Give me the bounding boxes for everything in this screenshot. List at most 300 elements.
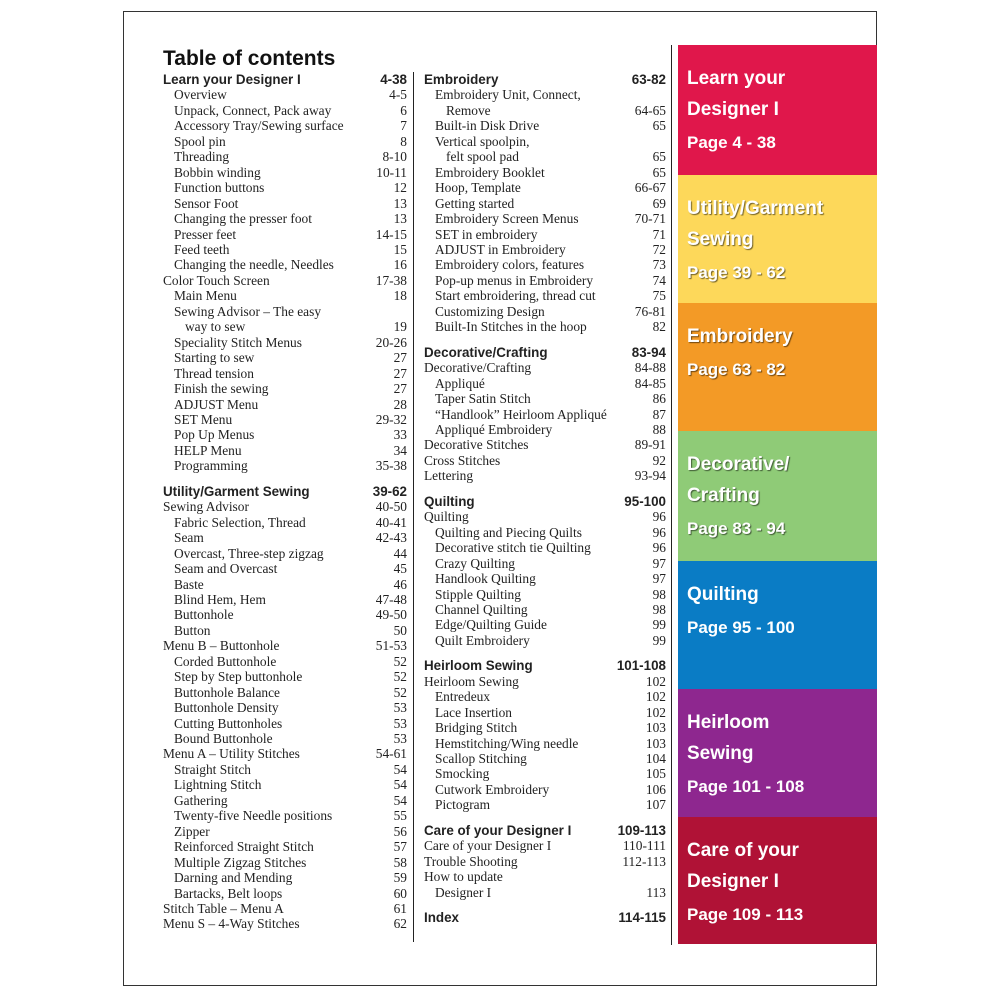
section-tabs [678, 45, 877, 944]
toc-entry [424, 376, 666, 391]
toc-entry [163, 335, 407, 350]
section-tab-pages: Page 4 - 38 [687, 133, 776, 152]
toc-entry-text: Decorative/Crafting [424, 344, 548, 360]
toc-entry-text: Vertical spoolpin, [435, 133, 530, 149]
toc-entry-text: Appliqué [435, 375, 485, 391]
toc-entry-text: Step by Step buttonhole [174, 669, 303, 685]
toc-entry-text: Built-in Disk Drive [435, 118, 540, 134]
toc-entry-text: Embroidery [424, 72, 499, 87]
toc-entry [163, 515, 407, 530]
section-tab-title: Heirloom [687, 712, 770, 733]
toc-entry-text: Fabric Selection, Thread [174, 514, 306, 530]
toc-page-number: 98 [652, 601, 666, 617]
toc-entry [424, 617, 666, 632]
toc-entry [163, 654, 407, 669]
toc-page-number: 107 [645, 797, 666, 813]
toc-page-number: 6 [400, 102, 407, 118]
toc-entry-text: Care of your Designer I [424, 822, 572, 838]
toc-entry-text: Handlook Quilting [435, 571, 536, 587]
toc-entry [424, 705, 666, 720]
toc-page-number: 44 [393, 545, 407, 561]
toc-page-number: 54 [393, 761, 407, 777]
toc-page-number: 103 [645, 735, 666, 751]
toc-entry [424, 720, 666, 735]
section-tab-title: Crafting [687, 485, 760, 506]
toc-page-number: 75 [652, 288, 666, 304]
toc-entry-text: Twenty-five Needle positions [174, 808, 333, 824]
toc-entry-text: Darning and Mending [174, 870, 293, 886]
toc-page-number: 14-15 [375, 226, 407, 242]
toc-page-number: 73 [652, 257, 666, 273]
toc-page-number: 110-111 [622, 838, 666, 854]
toc-entry [163, 443, 407, 458]
toc-page-number: 98 [652, 586, 666, 602]
toc-page-number: 52 [393, 653, 407, 669]
toc-entry-text: Changing the needle, Needles [174, 257, 334, 273]
toc-entry-text: Decorative/Crafting [424, 360, 532, 376]
toc-page-number: 53 [393, 715, 407, 731]
toc-entry [163, 242, 407, 257]
toc-page-number: 95-100 [624, 493, 666, 509]
toc-entry [163, 227, 407, 242]
toc-entry [163, 180, 407, 195]
toc-page-number: 69 [652, 195, 666, 211]
toc-entry-text: Lace Insertion [435, 704, 512, 720]
toc-entry-text: Remove [446, 102, 491, 118]
toc-page-number: 97 [652, 571, 666, 587]
toc-entry-text: Quilting [424, 509, 469, 525]
toc-entry-text: Pictogram [435, 797, 491, 813]
toc-page-number: 13 [393, 195, 407, 211]
toc-entry-text: Zipper [174, 823, 210, 839]
toc-entry [163, 412, 407, 427]
toc-entry-text: “Handlook” Heirloom Appliqué [435, 406, 607, 422]
toc-page-number: 76-81 [634, 303, 666, 319]
toc-entry [163, 288, 407, 303]
toc-page-number: 8-10 [382, 149, 407, 165]
toc-entry-text: Embroidery Unit, Connect, [435, 87, 581, 103]
toc-page-number: 19 [393, 319, 407, 335]
section-tab-title: Learn your [687, 68, 786, 89]
toc-entry-text: Appliqué Embroidery [435, 421, 553, 437]
toc-page-number: 12 [393, 180, 407, 196]
toc-page-number: 10-11 [376, 164, 407, 180]
toc-entry-text: Care of your Designer I [424, 838, 552, 854]
toc-entry [163, 777, 407, 792]
toc-entry-text: Color Touch Screen [163, 272, 270, 288]
toc-page-number: 60 [393, 885, 407, 901]
toc-entry-text: Buttonhole Balance [174, 684, 280, 700]
section-tab-pages: Page 109 - 113 [687, 905, 804, 924]
toc-entry [424, 869, 666, 884]
toc-page-number: 96 [652, 509, 666, 525]
toc-entry [163, 350, 407, 365]
section-tab-title: Decorative/ [687, 454, 790, 475]
toc-column-left [163, 72, 407, 932]
toc-page-number: 39-62 [372, 483, 407, 499]
toc-section-heading [424, 823, 666, 838]
toc-page-number: 17-38 [375, 272, 407, 288]
toc-entry-text: Reinforced Straight Stitch [174, 839, 314, 855]
toc-entry [163, 855, 407, 870]
toc-entry [163, 319, 407, 334]
toc-entry [424, 766, 666, 781]
toc-entry-text: Menu S – 4-Way Stitches [163, 916, 300, 932]
section-tab [678, 175, 877, 303]
toc-entry-text: Blind Hem, Hem [174, 591, 266, 607]
toc-entry [163, 257, 407, 272]
toc-entry [163, 149, 407, 164]
toc-entry-text: ADJUST Menu [174, 396, 259, 412]
toc-entry [163, 638, 407, 653]
toc-page-number: 96 [652, 524, 666, 540]
toc-entry-text: SET Menu [174, 411, 233, 427]
toc-entry-text: Thread tension [174, 365, 254, 381]
toc-entry [163, 592, 407, 607]
toc-page-number: 42-43 [375, 530, 407, 546]
toc-entry-text: Bartacks, Belt loops [174, 885, 283, 901]
toc-page-number: 96 [652, 540, 666, 556]
toc-entry-text: Bound Buttonhole [174, 731, 273, 747]
toc-entry-text: Sensor Foot [174, 195, 239, 211]
toc-page-number: 27 [393, 365, 407, 381]
toc-page-number: 18 [393, 288, 407, 304]
toc-entry [424, 118, 666, 133]
toc-page-number: 99 [652, 632, 666, 648]
toc-section-heading [424, 345, 666, 360]
toc-page-number: 53 [393, 700, 407, 716]
toc-entry [424, 525, 666, 540]
toc-entry-text: Entredeux [435, 689, 491, 705]
toc-entry [424, 751, 666, 766]
toc-page-number: 101-108 [616, 658, 666, 674]
toc-page-number: 89-91 [634, 437, 666, 453]
toc-entry [163, 623, 407, 638]
toc-section-heading [424, 910, 666, 925]
toc-page-number: 16 [393, 257, 407, 273]
toc-entry-text: Menu A – Utility Stitches [163, 746, 300, 762]
toc-entry [163, 870, 407, 885]
toc-entry-text: Designer I [435, 884, 492, 900]
toc-page-number: 70-71 [634, 211, 666, 227]
toc-entry [424, 273, 666, 288]
toc-page-number: 46 [393, 576, 407, 592]
toc-entry-text: way to sew [185, 319, 246, 335]
toc-entry-text: Starting to sew [174, 350, 255, 366]
toc-page-number: 61 [393, 901, 407, 917]
toc-entry-text: Seam and Overcast [174, 561, 278, 577]
toc-entry [424, 633, 666, 648]
toc-entry-text: Finish the sewing [174, 381, 269, 397]
toc-entry-text: Presser feet [174, 226, 237, 242]
toc-entry-text: Smocking [435, 766, 490, 782]
toc-entry-text: Edge/Quilting Guide [435, 617, 547, 633]
toc-entry [163, 762, 407, 777]
toc-entry-text: Sewing Advisor [163, 499, 249, 515]
toc-entry-text: Channel Quilting [435, 601, 528, 617]
toc-entry [163, 103, 407, 118]
toc-page-number: 7 [400, 118, 407, 134]
toc-entry [424, 885, 666, 900]
toc-entry-text: Buttonhole [174, 607, 234, 623]
toc-entry [424, 180, 666, 195]
toc-entry-text: Heirloom Sewing [424, 658, 533, 674]
toc-entry [424, 509, 666, 524]
toc-entry-text: Cutwork Embroidery [435, 781, 550, 797]
toc-page-number: 114-115 [618, 910, 666, 926]
toc-entry-text: Trouble Shooting [424, 853, 518, 869]
toc-entry-text: Heirloom Sewing [424, 673, 519, 689]
section-tab [678, 45, 877, 175]
toc-entry-text: Quilting and Piecing Quilts [435, 524, 582, 540]
toc-entry [163, 381, 407, 396]
section-tab [678, 561, 877, 689]
toc-entry [424, 242, 666, 257]
toc-entry-text: HELP Menu [174, 442, 242, 458]
toc-entry [424, 453, 666, 468]
toc-entry-text: Overcast, Three-step zigzag [174, 545, 324, 561]
toc-entry [424, 674, 666, 689]
toc-page-number: 13 [393, 211, 407, 227]
toc-entry [163, 561, 407, 576]
toc-page-number: 28 [393, 396, 407, 412]
toc-entry [163, 366, 407, 381]
toc-entry [163, 427, 407, 442]
section-tab [678, 689, 877, 817]
toc-page-number: 62 [393, 916, 407, 932]
toc-entry-text: Sewing Advisor – The easy [174, 303, 322, 319]
toc-page-number: 45 [393, 561, 407, 577]
section-tab [678, 817, 877, 944]
toc-page-number: 66-67 [634, 180, 666, 196]
toc-entry [163, 916, 407, 931]
toc-page-number: 20-26 [375, 334, 407, 350]
toc-entry [424, 196, 666, 211]
toc-entry [424, 422, 666, 437]
toc-page-number: 53 [393, 731, 407, 747]
toc-entry-text: Hemstitching/Wing needle [435, 735, 579, 751]
toc-entry-text: Embroidery Screen Menus [435, 211, 579, 227]
toc-page-number: 88 [652, 421, 666, 437]
toc-entry-text: ADJUST in Embroidery [435, 241, 566, 257]
toc-entry [424, 87, 666, 102]
toc-page-number: 40-41 [375, 514, 407, 530]
toc-page-number: 52 [393, 684, 407, 700]
toc-entry [424, 736, 666, 751]
section-tab-title: Embroidery [687, 326, 793, 347]
toc-entry-text: Bridging Stitch [435, 720, 518, 736]
toc-entry-text: Built-In Stitches in the hoop [435, 319, 587, 335]
toc-entry-text: Start embroidering, thread cut [435, 288, 596, 304]
toc-entry-text: Feed teeth [174, 241, 230, 257]
toc-entry [424, 587, 666, 602]
toc-entry-text: Quilt Embroidery [435, 632, 530, 648]
toc-entry [424, 437, 666, 452]
toc-entry-text: Index [424, 910, 459, 926]
toc-page-number: 56 [393, 823, 407, 839]
toc-section-heading [424, 658, 666, 673]
toc-page-number: 59 [393, 870, 407, 886]
toc-entry-text: Main Menu [174, 288, 237, 304]
toc-page-number: 8 [400, 133, 407, 149]
toc-page-number: 99 [652, 617, 666, 633]
toc-entry [424, 571, 666, 586]
toc-entry-text: Unpack, Connect, Pack away [174, 102, 332, 118]
toc-page-number: 54-61 [375, 746, 407, 762]
section-tab-pages: Page 83 - 94 [687, 519, 786, 538]
toc-entry-text: Straight Stitch [174, 761, 251, 777]
toc-page-number: 54 [393, 777, 407, 793]
toc-entry [163, 669, 407, 684]
toc-entry [163, 458, 407, 473]
toc-page-number: 51-53 [375, 638, 407, 654]
toc-page-number: 58 [393, 854, 407, 870]
toc-entry-text: Seam [174, 530, 204, 546]
toc-entry-text: Stitch Table – Menu A [163, 901, 284, 917]
toc-entry [163, 211, 407, 226]
toc-page-number: 55 [393, 808, 407, 824]
toc-entry-text: Corded Buttonhole [174, 653, 277, 669]
toc-entry-text: Cutting Buttonholes [174, 715, 283, 731]
toc-page-number: 72 [652, 241, 666, 257]
section-tab-pages: Page 39 - 62 [687, 263, 786, 282]
toc-entry [163, 746, 407, 761]
toc-entry [424, 797, 666, 812]
toc-page-number: 106 [645, 781, 666, 797]
toc-entry [424, 227, 666, 242]
toc-page-number: 64-65 [634, 102, 666, 118]
toc-page-number: 93-94 [634, 468, 666, 484]
toc-entry [424, 103, 666, 118]
section-tab-title: Sewing [687, 743, 754, 764]
toc-entry [163, 118, 407, 133]
toc-page-number: 84-88 [634, 360, 666, 376]
toc-section-heading [163, 72, 407, 87]
toc-entry [163, 165, 407, 180]
toc-entry-text: Getting started [435, 195, 515, 211]
toc-entry-text: Pop Up Menus [174, 427, 255, 443]
section-tab-pages: Page 95 - 100 [687, 618, 795, 637]
toc-entry-text: Function buttons [174, 180, 265, 196]
toc-entry-text: Taper Satin Stitch [435, 391, 531, 407]
toc-entry-text: How to update [424, 869, 503, 885]
toc-entry-text: Menu B – Buttonhole [163, 638, 280, 654]
toc-page-number: 15 [393, 241, 407, 257]
page-title: Table of contents [163, 47, 336, 70]
toc-entry-text: Changing the presser foot [174, 211, 312, 227]
toc-page-number: 74 [652, 272, 666, 288]
toc-entry [163, 824, 407, 839]
toc-page-number: 52 [393, 669, 407, 685]
toc-entry [163, 499, 407, 514]
column-divider [413, 72, 414, 942]
toc-page-number: 4-38 [380, 72, 407, 87]
toc-entry-text: Scallop Stitching [435, 751, 527, 767]
toc-page-number: 65 [652, 118, 666, 134]
toc-entry [163, 397, 407, 412]
toc-page-number: 29-32 [375, 411, 407, 427]
toc-entry-text: Cross Stitches [424, 452, 501, 468]
toc-section-heading [424, 72, 666, 87]
section-tab-pages: Page 63 - 82 [687, 360, 786, 379]
toc-entry-text: Quilting [424, 493, 475, 509]
toc-entry-text: Decorative stitch tie Quilting [435, 540, 591, 556]
toc-entry-text: SET in embroidery [435, 226, 538, 242]
section-tab [678, 303, 877, 431]
toc-entry-text: Embroidery colors, features [435, 257, 585, 273]
toc-entry [424, 134, 666, 149]
toc-entry [424, 257, 666, 272]
toc-entry-text: felt spool pad [446, 149, 519, 165]
toc-page-number: 113 [646, 884, 666, 900]
toc-page-number: 82 [652, 319, 666, 335]
toc-entry-text: Decorative Stitches [424, 437, 529, 453]
section-tab-title: Quilting [687, 584, 759, 605]
toc-page-number: 57 [393, 839, 407, 855]
toc-entry-text: Button [174, 622, 211, 638]
section-tab-title: Care of your [687, 840, 799, 861]
toc-entry [163, 304, 407, 319]
section-tab-title: Designer I [687, 871, 779, 892]
toc-entry-text: Multiple Zigzag Stitches [174, 854, 307, 870]
toc-entry [163, 546, 407, 561]
toc-entry [424, 288, 666, 303]
toc-entry [424, 854, 666, 869]
toc-entry [163, 196, 407, 211]
toc-entry [424, 149, 666, 164]
toc-entry [424, 391, 666, 406]
toc-page-number: 65 [652, 149, 666, 165]
section-tab-title: Sewing [687, 229, 754, 250]
toc-entry [163, 716, 407, 731]
toc-entry-text: Overview [174, 87, 227, 103]
toc-entry-text: Embroidery Booklet [435, 164, 545, 180]
toc-page-number: 27 [393, 350, 407, 366]
toc-page-number: 35-38 [375, 458, 407, 474]
toc-page-number: 4-5 [389, 87, 407, 103]
toc-entry-text: Crazy Quilting [435, 555, 515, 571]
toc-page-number: 97 [652, 555, 666, 571]
toc-entry-text: Lettering [424, 468, 474, 484]
section-tab-title: Designer I [687, 99, 779, 120]
toc-entry-text: Pop-up menus in Embroidery [435, 272, 594, 288]
toc-entry-text: Programming [174, 458, 248, 474]
toc-page-number: 54 [393, 792, 407, 808]
toc-entry-text: Bobbin winding [174, 164, 261, 180]
toc-entry [163, 731, 407, 746]
toc-page-number: 27 [393, 381, 407, 397]
toc-entry-text: Customizing Design [435, 303, 545, 319]
toc-page-number: 47-48 [375, 591, 407, 607]
toc-entry-text: Spool pin [174, 133, 226, 149]
toc-entry-text: Gathering [174, 792, 228, 808]
toc-entry-text: Speciality Stitch Menus [174, 334, 302, 350]
toc-section-heading [163, 484, 407, 499]
toc-entry [424, 602, 666, 617]
toc-entry-text: Buttonhole Density [174, 700, 279, 716]
toc-entry-text: Baste [174, 576, 204, 592]
toc-page-number: 33 [393, 427, 407, 443]
toc-section-heading [424, 494, 666, 509]
toc-page-number: 104 [645, 751, 666, 767]
toc-page-number: 103 [645, 720, 666, 736]
toc-entry [163, 530, 407, 545]
section-tab-title: Utility/Garment [687, 198, 824, 219]
toc-entry-text: Accessory Tray/Sewing surface [174, 118, 344, 134]
toc-entry-text: Threading [174, 149, 230, 165]
toc-entry-text: Hoop, Template [435, 180, 521, 196]
toc-entry [424, 304, 666, 319]
